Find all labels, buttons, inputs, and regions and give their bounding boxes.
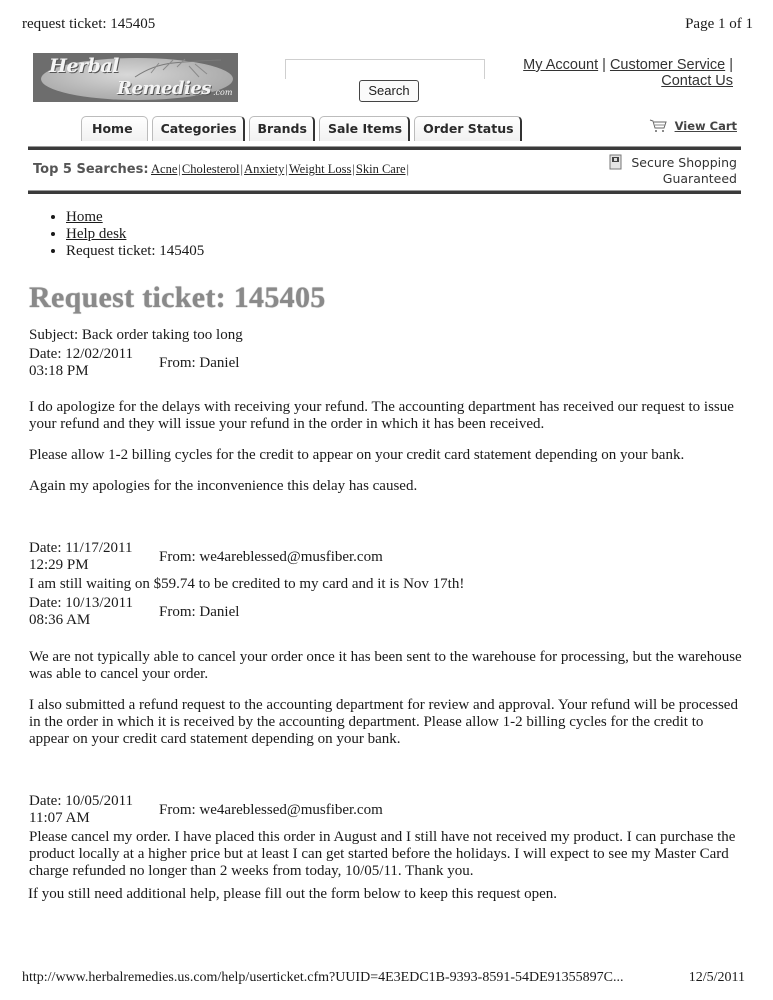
- page-title: Request ticket: 145405: [29, 281, 326, 314]
- shopping-cart-icon: [649, 119, 667, 133]
- top-search-cholesterol[interactable]: Cholesterol: [181, 162, 240, 176]
- breadcrumb: [48, 209, 745, 260]
- tab-categories[interactable]: Categories: [152, 116, 245, 141]
- customer-service-link[interactable]: Customer Service: [609, 57, 726, 73]
- message-from: From: we4areblessed@musfiber.com: [159, 548, 383, 565]
- logo-suffix: .com: [213, 88, 233, 97]
- top-searches: Top 5 Searches: Acne|Cholesterol|Anxiety|Weight Loss|Skin Care|: [33, 162, 410, 177]
- message-datetime: [29, 793, 159, 827]
- tab-brands[interactable]: Brands: [249, 116, 315, 141]
- link-separator: |: [602, 57, 610, 73]
- message-date: Date: 12/02/2011: [29, 346, 134, 362]
- message-paragraph: Again my apologies for the inconvenience this delay has caused.: [29, 478, 418, 494]
- logo-branches-icon: [133, 57, 223, 79]
- message-header: [29, 595, 745, 629]
- logo-word-herbal: Herbal: [49, 55, 119, 77]
- message-date: Date: 10/13/2011: [29, 595, 134, 611]
- message-datetime: [29, 346, 159, 380]
- breadcrumb-home-link[interactable]: Home: [66, 209, 103, 225]
- breadcrumb-current: Request ticket: 145405: [66, 243, 205, 259]
- message-body: [29, 829, 745, 880]
- message-date: Date: 10/05/2011: [29, 793, 134, 809]
- message-header: [29, 793, 745, 827]
- message-time: 11:07 AM: [29, 810, 90, 826]
- breadcrumb-helpdesk-link[interactable]: Help desk: [66, 226, 127, 242]
- ticket-message: [29, 793, 745, 880]
- secure-line-2: Guaranteed: [662, 171, 737, 186]
- contact-us-link[interactable]: Contact Us: [661, 73, 733, 89]
- message-from: From: Daniel: [159, 354, 240, 371]
- message-paragraph: We are not typically able to cancel your order once it has been sent to the warehouse for processing, but the warehouse was able to cancel your order.: [29, 649, 742, 682]
- message-header: [29, 346, 745, 380]
- search-input[interactable]: [285, 59, 485, 79]
- lock-icon: [609, 154, 623, 170]
- message-paragraph: Please allow 1-2 billing cycles for the credit to appear on your credit card statement depending on your bank.: [29, 447, 685, 463]
- top-search-skin-care[interactable]: Skin Care: [355, 162, 406, 176]
- message-body: [29, 576, 745, 593]
- top-search-weight-loss[interactable]: Weight Loss: [288, 162, 352, 176]
- message-time: 12:29 PM: [29, 557, 89, 573]
- secure-shopping-badge: [631, 155, 737, 187]
- message-body: [29, 399, 745, 495]
- main-content: [29, 209, 745, 903]
- secure-line-1: Secure Shopping: [631, 155, 737, 170]
- top-search-acne[interactable]: Acne: [151, 162, 178, 176]
- site-logo[interactable]: [33, 53, 238, 102]
- top-search-anxiety[interactable]: Anxiety: [244, 162, 285, 176]
- print-page-number: Page 1 of 1: [685, 16, 753, 32]
- main-nav-tabs: [81, 116, 526, 141]
- message-paragraph: Please cancel my order. I have placed this order in August and I still have not received my product. I can purchase the product locally at a higher price but at least I can get started before the holidays. I will expect to see my Master Card charge refunded no longer than 2 weeks from today, 10/05/11. Thank you.: [29, 829, 736, 879]
- message-header: [29, 540, 745, 574]
- view-cart[interactable]: [649, 119, 737, 133]
- account-links: [523, 57, 733, 89]
- message-from: From: we4areblessed@musfiber.com: [159, 801, 383, 818]
- print-title: request ticket: 145405: [22, 16, 156, 32]
- view-cart-link[interactable]: View Cart: [674, 119, 737, 133]
- message-paragraph: I also submitted a refund request to the accounting department for review and approval. Your refund will be processed in the order in which it is received by the accounting department. Please allow 1-2 billing cycles for the credit to appear on your credit card statement depending on your bank.: [29, 697, 738, 747]
- my-account-link[interactable]: My Account: [523, 57, 599, 73]
- message-datetime: [29, 595, 159, 629]
- message-date: Date: 11/17/2011: [29, 540, 133, 556]
- message-datetime: [29, 540, 159, 574]
- ticket-message: [29, 540, 745, 593]
- print-date: 12/5/2011: [688, 970, 745, 985]
- breadcrumb-item: [66, 209, 745, 226]
- tab-order-status[interactable]: Order Status: [414, 116, 521, 141]
- logo-word-remedies: Remedies: [117, 78, 211, 99]
- breadcrumb-item: [66, 226, 745, 243]
- tab-home[interactable]: Home: [81, 116, 148, 141]
- followup-note: If you still need additional help, please fill out the form below to keep this request open.: [28, 886, 558, 902]
- message-paragraph: I am still waiting on $59.74 to be credited to my card and it is Nov 17th!: [29, 576, 465, 592]
- print-footer: [22, 970, 745, 988]
- search-button[interactable]: Search: [359, 80, 419, 102]
- message-time: 03:18 PM: [29, 363, 89, 379]
- ticket-message: [29, 346, 745, 495]
- divider: [28, 146, 741, 150]
- divider: [28, 190, 741, 194]
- breadcrumb-item: [66, 243, 745, 260]
- message-paragraph: I do apologize for the delays with receiving your refund. The accounting department has received our request to issue your refund and they will issue your refund in the order in which it has been received.: [29, 399, 734, 432]
- ticket-message: [29, 595, 745, 748]
- message-body: [29, 649, 745, 748]
- message-from: From: Daniel: [159, 603, 240, 620]
- ticket-subject: Subject: Back order taking too long: [29, 327, 243, 343]
- tab-sale-items[interactable]: Sale Items: [319, 116, 410, 141]
- link-separator: |: [729, 57, 733, 73]
- message-time: 08:36 AM: [29, 612, 91, 628]
- print-url: http://www.herbalremedies.us.com/help/userticket.cfm?UUID=4E3EDC1B-9393-8591-54DE91355897C...: [22, 970, 624, 985]
- top-searches-label: Top 5 Searches:: [33, 162, 149, 177]
- print-header: [22, 16, 751, 34]
